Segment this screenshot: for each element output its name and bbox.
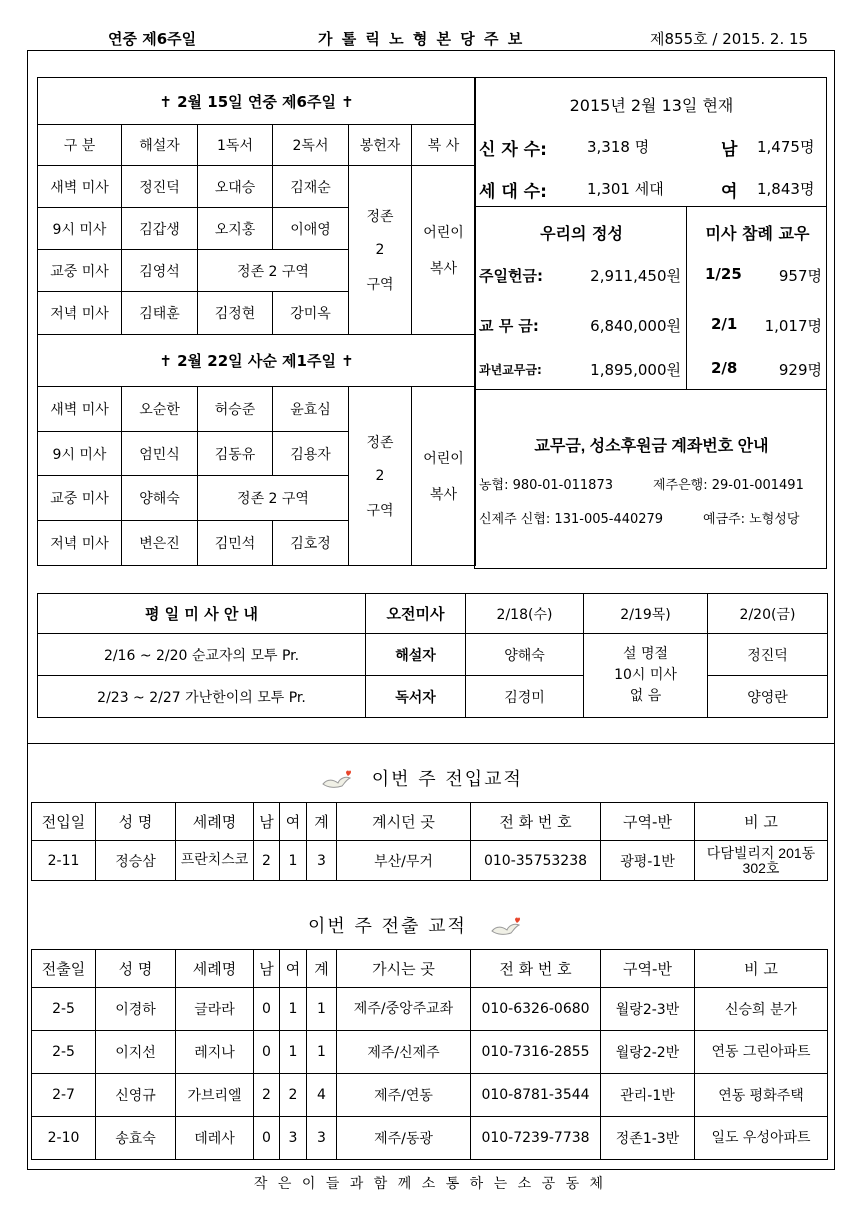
col-division: 구 분 xyxy=(38,125,122,166)
weekday-date: 2/20(금) xyxy=(708,594,828,634)
morning-mass: 오전미사 xyxy=(366,594,466,634)
believers-label: 신 자 수: xyxy=(479,140,547,160)
table-row: 새벽 미사 오순한 허승준 윤효심 정존 2 구역 어린이 복사 xyxy=(38,387,476,432)
table-row: 2-11 정승삼 프란치스코 2 1 3 부산/무거 010-35753238 광평-1반 다담빌리지 201동 302호 xyxy=(32,841,828,881)
col-offerer: 봉헌자 xyxy=(349,125,412,166)
table-row: 2/16 ~ 2/20 순교자의 모투 Pr. 해설자 양해숙 설 명절 10시 미사 없 음 정진덕 xyxy=(38,634,828,676)
table-row: 2-10 송효숙 데레사 0 3 3 제주/동광 010-7239-7738 정존1-3반 일도 우성아파트 xyxy=(32,1117,828,1160)
female-value: 1,843명 xyxy=(757,180,815,198)
transfer-out-table: 전출일 성 명 세례명 남 여 계 가시는 곳 전 화 번 호 구역-반 비 고 2-5 이경하 글라라 0 1 1 제주/중앙주교좌 010-6326-0680 월랑2-3반 신승희 분가 2-5 이지선 레지나 0 1 1 제주/신제주 010-7316-2855 월랑2-2반 연동 그린아파트 2-7 신영규 가브리엘 2 2 4 제주/연동 010-8781-3544 관리-1반 연동 평화주택 2-10 송효숙 데레사 0 3 3 제주/동광 010-7239-7738 정존1-3반 일도 우성아파트 xyxy=(31,949,828,1160)
server-cell: 어린이 복사 xyxy=(412,387,476,566)
week1-title: ✝ 2월 15일 연중 제6주일 ✝ xyxy=(38,78,476,125)
holiday-notice: 설 명절 10시 미사 없 음 xyxy=(584,634,708,718)
offering-title: 우리의 정성 xyxy=(540,224,623,243)
offering-value: 2,911,450원 xyxy=(590,267,681,285)
offering-label: 과년교무금: xyxy=(479,363,542,377)
weekday-date: 2/18(수) xyxy=(466,594,584,634)
transfer-out-heading xyxy=(308,912,523,939)
transfer-in-table: 전입일 성 명 세례명 남 여 계 계시던 곳 전 화 번 호 구역-반 비 고 2-11 정승삼 프란치스코 2 1 3 부산/무거 010-35753238 광평-1반 다담빌리지 201동 302호 xyxy=(31,802,828,881)
col-reading1: 1독서 xyxy=(198,125,273,166)
attendance-box xyxy=(686,206,827,390)
col-server: 복 사 xyxy=(412,125,476,166)
account-line: 신제주 신협: 131-005-440279 xyxy=(479,512,664,527)
table-row: 저녁 미사 변은진 김민석 김호정 xyxy=(38,521,476,566)
server-cell: 어린이 복사 xyxy=(412,166,476,335)
col-reading2: 2독서 xyxy=(273,125,349,166)
attendance-title: 미사 참례 교우 xyxy=(705,224,810,243)
transfer-in-heading xyxy=(320,765,523,792)
dove-icon xyxy=(320,768,354,792)
female-label: 여 xyxy=(721,182,738,202)
offering-label: 주일헌금: xyxy=(479,267,543,285)
offering-label: 교 무 금: xyxy=(479,317,539,335)
offerer-cell: 정존 2 구역 xyxy=(349,387,412,566)
week2-title: ✝ 2월 22일 사순 제1주일 ✝ xyxy=(38,335,476,387)
col-commentator: 해설자 xyxy=(122,125,198,166)
attendance-count: 1,017명 xyxy=(764,317,822,335)
bulletin-week-label: 연중 제6주일 xyxy=(108,30,197,48)
attendance-date: 2/8 xyxy=(711,359,738,377)
table-row: 9시 미사 김갑생 오지홍 이애영 xyxy=(38,208,476,250)
footer-motto: 작 은 이 들 과 함 께 소 통 하 는 소 공 동 체 xyxy=(253,1176,607,1192)
table-row: 저녁 미사 김태훈 김정현 강미옥 xyxy=(38,292,476,335)
table-row: 2-7 신영규 가브리엘 2 2 4 제주/연동 010-8781-3544 관리-1반 연동 평화주택 xyxy=(32,1074,828,1117)
table-row: 교중 미사 김영석 정존 2 구역 xyxy=(38,250,476,292)
table-row: 2-5 이지선 레지나 0 1 1 제주/신제주 010-7316-2855 월랑2-2반 연동 그린아파트 xyxy=(32,1031,828,1074)
account-line: 예금주: 노형성당 xyxy=(703,512,800,527)
account-line: 제주은행: 29-01-001491 xyxy=(653,478,804,493)
male-label: 남 xyxy=(721,140,738,160)
table-row: 9시 미사 엄민식 김동유 김용자 xyxy=(38,432,476,476)
transfer-in-title: 이번 주 전입교적 xyxy=(371,769,523,790)
table-row: 2/23 ~ 2/27 가난한이의 모투 Pr. 독서자 김경미 양영란 xyxy=(38,676,828,718)
table-row: 새벽 미사 정진덕 오대승 김재순 정존 2 구역 어린이 복사 xyxy=(38,166,476,208)
believers-value: 3,318 명 xyxy=(587,138,650,156)
households-label: 세 대 수: xyxy=(479,182,547,202)
male-value: 1,475명 xyxy=(757,138,815,156)
attendance-date: 2/1 xyxy=(711,315,738,333)
offerer-cell: 정존 2 구역 xyxy=(349,166,412,335)
account-info xyxy=(474,389,827,569)
offering-box xyxy=(474,206,687,390)
parish-stats xyxy=(474,77,827,207)
offering-value: 1,895,000원 xyxy=(590,361,681,379)
dove-icon xyxy=(489,915,523,939)
offering-value: 6,840,000원 xyxy=(590,317,681,335)
minister-schedule-table xyxy=(37,77,476,566)
bulletin-title: 가 톨 릭 노 형 본 당 주 보 xyxy=(318,30,525,48)
account-title: 교무금, 성소후원금 계좌번호 안내 xyxy=(534,438,769,455)
section-divider xyxy=(27,743,835,744)
table-row: 2-5 이경하 글라라 0 1 1 제주/중앙주교좌 010-6326-0680 월랑2-3반 신승희 분가 xyxy=(32,988,828,1031)
stats-date: 2015년 2월 13일 현재 xyxy=(569,96,734,115)
attendance-count: 929명 xyxy=(778,361,822,379)
households-value: 1,301 세대 xyxy=(587,180,664,198)
attendance-count: 957명 xyxy=(778,267,822,285)
account-line: 농협: 980-01-011873 xyxy=(479,478,613,493)
weekday-date: 2/19목) xyxy=(584,594,708,634)
issue-number: 제855호 / 2015. 2. 15 xyxy=(650,30,809,48)
attendance-date: 1/25 xyxy=(705,265,742,283)
weekday-title: 평 일 미 사 안 내 xyxy=(38,594,366,634)
weekday-mass-table xyxy=(37,593,828,718)
table-row: 교중 미사 양해숙 정존 2 구역 xyxy=(38,476,476,521)
transfer-out-title: 이번 주 전출 교적 xyxy=(308,916,467,937)
